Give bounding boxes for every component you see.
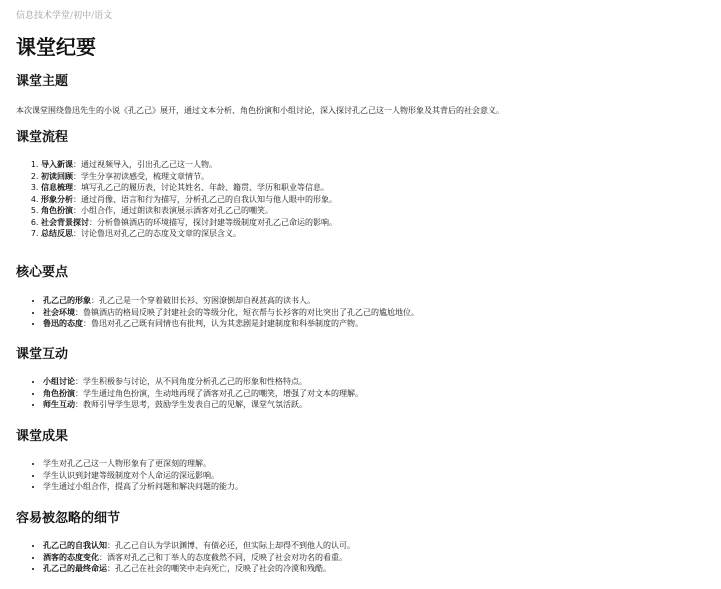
page — [0, 0, 721, 60]
item-desc: ：学生积极参与讨论，从不同角度分析孔乙己的形象和性格特点。 — [75, 377, 307, 386]
item-desc: ：鲁镇酒店的格局反映了封建社会的等级分化，短衣帮与长衫客的对比突出了孔乙己的尴尬地位。 — [75, 307, 419, 317]
item-desc: ：填写孔乙己的履历表，讨论其姓名、年龄、籍贯、学历和职业等信息。 — [73, 183, 329, 192]
section-heading-key-points: 核心要点 — [16, 265, 69, 280]
breadcrumb-item-level[interactable]: 初中 — [73, 11, 92, 21]
list-item: • 学生对孔乙己这一人物形象有了更深刻的理解。 — [43, 458, 243, 470]
breadcrumb-separator: / — [70, 11, 74, 21]
item-desc: ：酒客对孔乙己和丁举人的态度截然不同，反映了社会对功名的看重。 — [99, 552, 347, 562]
item-term: 酒客的态度变化 — [43, 552, 99, 562]
breadcrumb-item-subject[interactable]: 语文 — [94, 11, 113, 21]
item-desc: ：小组合作，通过朗读和表演展示酒客对孔乙己的嘲笑。 — [73, 206, 273, 215]
item-term: 角色扮演 — [41, 206, 73, 215]
list-item — [41, 182, 337, 194]
list-item — [43, 563, 355, 575]
list-item: • 学生认识到封建等级制度对个人命运的深远影响。 — [43, 470, 243, 482]
breadcrumb-separator: / — [91, 11, 95, 21]
list-item — [41, 217, 337, 229]
section-heading-results: 课堂成果 — [16, 429, 69, 444]
list-item — [43, 318, 419, 330]
list-item — [43, 540, 355, 552]
item-desc: ：分析鲁镇酒店的环境描写，探讨封建等级制度对孔乙己命运的影响。 — [89, 217, 337, 227]
item-desc: ：孔乙己自认为学识渊博、有债必还，但实际上却得不到他人的认可。 — [107, 541, 355, 550]
item-desc: ：教师引导学生思考，鼓励学生发表自己的见解，课堂气氛活跃。 — [75, 400, 307, 409]
item-term: 鲁迅的态度 — [43, 319, 83, 328]
item-term: 总结反思 — [41, 229, 73, 238]
key-points-list-container — [16, 295, 419, 330]
section-heading-theme: 课堂主题 — [16, 74, 69, 89]
item-desc: ：鲁迅对孔乙己既有同情也有批判，认为其悲剧是封建制度和科举制度的产物。 — [83, 319, 363, 328]
item-desc: ：讨论鲁迅对孔乙己的态度及文章的深层含义。 — [73, 229, 241, 238]
list-item: • 学生通过小组合作，提高了分析问题和解决问题的能力。 — [43, 481, 243, 493]
section-heading-flow: 课堂流程 — [16, 130, 69, 145]
theme-text: 本次课堂围绕鲁迅先生的小说《孔乙己》展开，通过文本分析、角色扮演和小组讨论，深入探讨孔乙己这一人物形象及其背后的社会意义。 — [16, 106, 504, 115]
interaction-list-container — [16, 376, 363, 411]
section-heading-details: 容易被忽略的细节 — [16, 511, 121, 526]
list-item — [41, 205, 337, 217]
list-item — [43, 307, 419, 319]
list-item — [41, 228, 337, 240]
key-points-list — [16, 295, 419, 330]
item-term: 小组讨论 — [43, 377, 75, 386]
item-term: 孔乙己的形象 — [43, 296, 91, 305]
results-list — [16, 458, 243, 493]
page-title: 课堂纪要 — [16, 35, 96, 59]
item-desc: ：孔乙己是一个穿着破旧长衫、穷困潦倒却自视甚高的读书人。 — [91, 296, 315, 305]
list-item — [43, 552, 355, 564]
item-desc: ：通过视频导入，引出孔乙己这一人物。 — [73, 160, 217, 169]
item-desc: ：学生通过角色扮演，生动地再现了酒客对孔乙己的嘲笑，增强了对文本的理解。 — [75, 388, 363, 398]
item-term: 信息梳理 — [41, 183, 73, 192]
list-item — [41, 171, 337, 183]
list-item — [43, 295, 419, 307]
item-term: 孔乙己的自我认知 — [43, 541, 107, 550]
list-item — [43, 399, 363, 411]
item-term: 初读回顾 — [41, 171, 73, 181]
details-list-container — [16, 540, 355, 575]
item-term: 师生互动 — [43, 400, 75, 409]
item-term: 社会背景探讨 — [41, 217, 89, 227]
results-list-container — [16, 458, 243, 493]
list-item — [41, 159, 337, 171]
item-term: 孔乙己的最终命运 — [43, 564, 107, 573]
details-list — [16, 540, 355, 575]
item-desc: ：孔乙己在社会的嘲笑中走向死亡，反映了社会的冷漠和残酷。 — [107, 564, 331, 573]
flow-list-container — [16, 159, 337, 240]
item-desc: ：通过肖像、语言和行为描写，分析孔乙己的自我认知与他人眼中的形象。 — [73, 194, 337, 204]
flow-list — [16, 159, 337, 240]
item-term: 角色扮演 — [43, 388, 75, 398]
section-heading-interaction: 课堂互动 — [16, 347, 69, 362]
item-term: 形象分析 — [41, 194, 73, 204]
item-term: 社会环境 — [43, 307, 75, 317]
breadcrumb — [16, 0, 705, 22]
item-desc: ：学生分享初读感受，梳理文章情节。 — [73, 171, 209, 181]
breadcrumb-item-site[interactable]: 信息技术学堂 — [16, 11, 71, 21]
list-item — [41, 194, 337, 206]
interaction-list — [16, 376, 363, 411]
item-term: 导入新课 — [41, 160, 73, 169]
list-item — [43, 388, 363, 400]
list-item — [43, 376, 363, 388]
